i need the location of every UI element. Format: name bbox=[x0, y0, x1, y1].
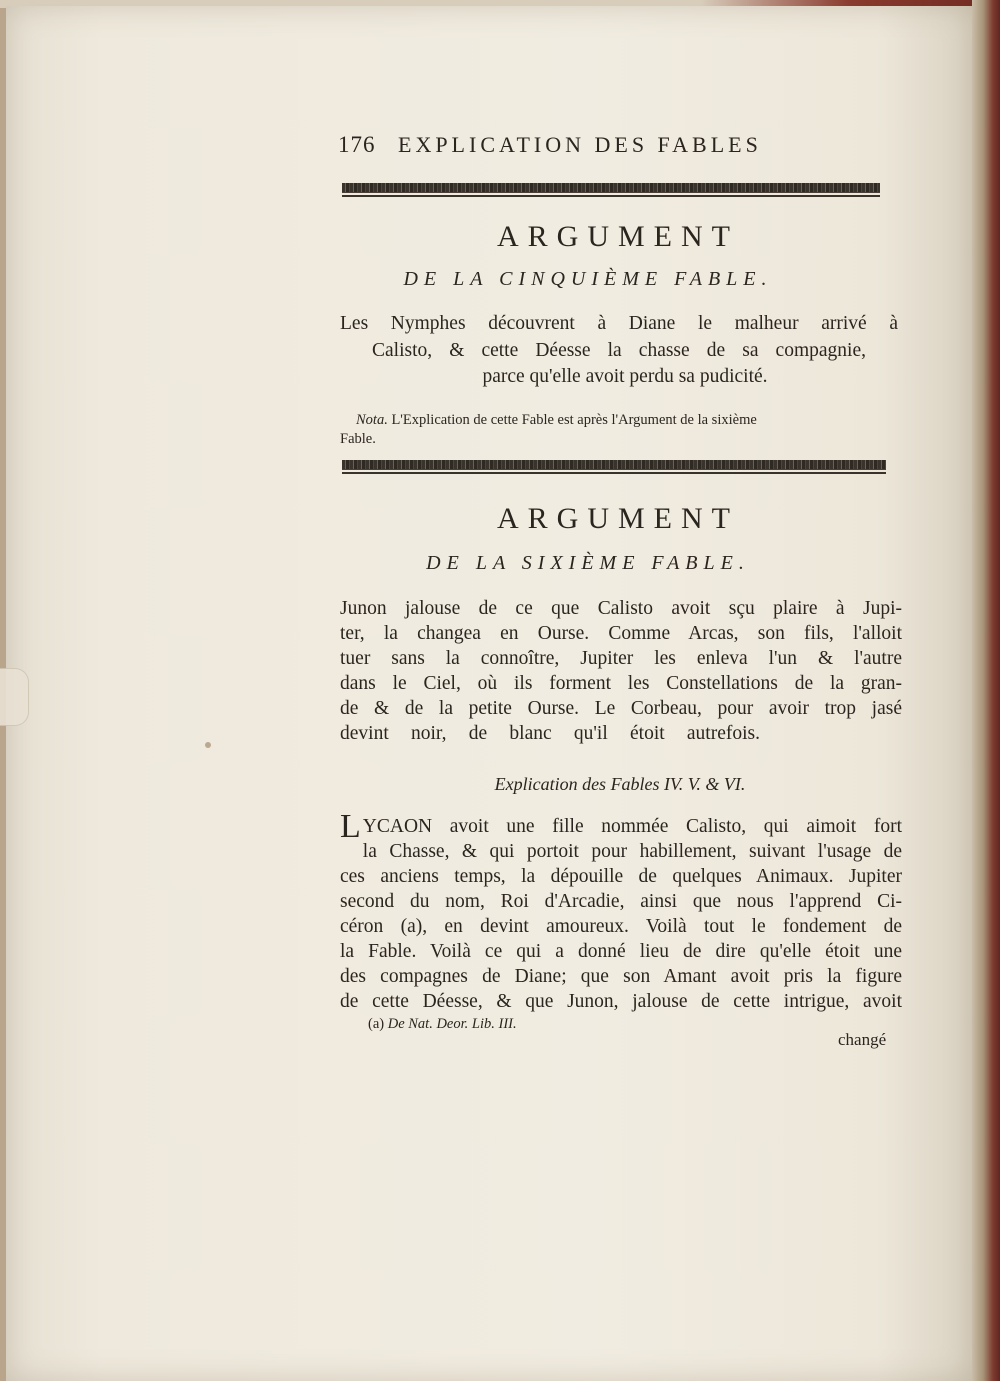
explication-line-6: la Fable. Voilà ce qui a donné lieu de dire qu'elle étoit une bbox=[340, 941, 902, 962]
paper-spot bbox=[205, 742, 211, 748]
explication-title: Explication des Fables IV. V. & VI. bbox=[494, 774, 746, 794]
page-tab-marker bbox=[0, 668, 29, 726]
argument-5-line-1: Les Nymphes découvrent à Diane le malheur arrivé à bbox=[340, 313, 898, 334]
nota-line-2: Fable. bbox=[340, 431, 376, 447]
argument-6-line-3: tuer sans la connoître, Jupiter les enleva l'un & l'autre bbox=[340, 648, 902, 669]
argument-6-line-5: de & de la petite Ourse. Le Corbeau, pour avoir trop jasé bbox=[340, 698, 902, 719]
argument-text-6-last bbox=[340, 721, 760, 746]
argument-5-line-2: Calisto, & cette Déesse la chasse de sa compagnie, bbox=[372, 340, 866, 361]
explication-line-2: la Chasse, & qui portoit pour habillement, suivant l'usage de bbox=[362, 841, 902, 862]
explication-line-1-text: YCAON avoit une fille nommée Calisto, qui aimoit fort bbox=[362, 816, 902, 837]
footnote-marker: (a) bbox=[368, 1016, 385, 1032]
explication-line-8: de cette Déesse, & que Junon, jalouse de cette intrigue, avoit bbox=[340, 991, 902, 1012]
argument-text-5c bbox=[440, 364, 810, 389]
page-number: 176 bbox=[338, 132, 376, 157]
ornamental-rule-middle bbox=[342, 460, 886, 470]
argument-subheading-5: DE LA CINQUIÈME FABLE. bbox=[403, 268, 773, 290]
catchword: changé bbox=[838, 1030, 887, 1049]
argument-text-5b bbox=[372, 338, 866, 363]
footnote bbox=[368, 1016, 668, 1033]
ornamental-rule-top bbox=[342, 183, 880, 193]
explication-line-7: des compagnes de Diane; que son Amant avoit pris la figure bbox=[340, 966, 902, 987]
explication-text bbox=[340, 808, 902, 1014]
argument-6-line-6: devint noir, de blanc qu'il étoit autrefois. bbox=[340, 723, 760, 744]
explication-line-4: second du nom, Roi d'Arcadie, ainsi que nous l'apprend Ci- bbox=[340, 891, 902, 912]
drop-cap: L bbox=[340, 808, 361, 845]
nota-line-1: L'Explication de cette Fable est après l'Argument de la sixième bbox=[391, 412, 757, 428]
nota-note-cont bbox=[340, 430, 540, 449]
binding-edge-right bbox=[972, 0, 1000, 1381]
argument-5-line-3: parce qu'elle avoit perdu sa pudicité. bbox=[482, 366, 768, 387]
explication-line-3: ces anciens temps, la dépouille de quelques Animaux. Jupiter bbox=[340, 866, 902, 887]
argument-6-line-4: dans le Ciel, où ils forment les Constellations de la gran- bbox=[340, 673, 902, 694]
explication-line-5: céron (a), en devint amoureux. Voilà tout le fondement de bbox=[340, 916, 902, 937]
argument-subheading-6: DE LA SIXIÈME FABLE. bbox=[426, 552, 750, 574]
running-head bbox=[338, 132, 906, 166]
argument-text-5 bbox=[340, 311, 898, 336]
argument-heading-5: ARGUMENT bbox=[497, 220, 739, 253]
nota-label: Nota. bbox=[356, 412, 388, 428]
footnote-text: De Nat. Deor. Lib. III. bbox=[387, 1016, 517, 1032]
explication-line-1 bbox=[340, 808, 902, 845]
running-title: EXPLICATION DES FABLES bbox=[398, 132, 762, 157]
argument-heading-6: ARGUMENT bbox=[497, 502, 739, 535]
argument-6-line-1: Junon jalouse de ce que Calisto avoit sçu plaire à Jupi- bbox=[340, 598, 902, 619]
argument-text-6 bbox=[340, 596, 902, 721]
argument-6-line-2: ter, la changea en Ourse. Comme Arcas, son fils, l'alloit bbox=[340, 623, 902, 644]
nota-note bbox=[356, 411, 896, 430]
